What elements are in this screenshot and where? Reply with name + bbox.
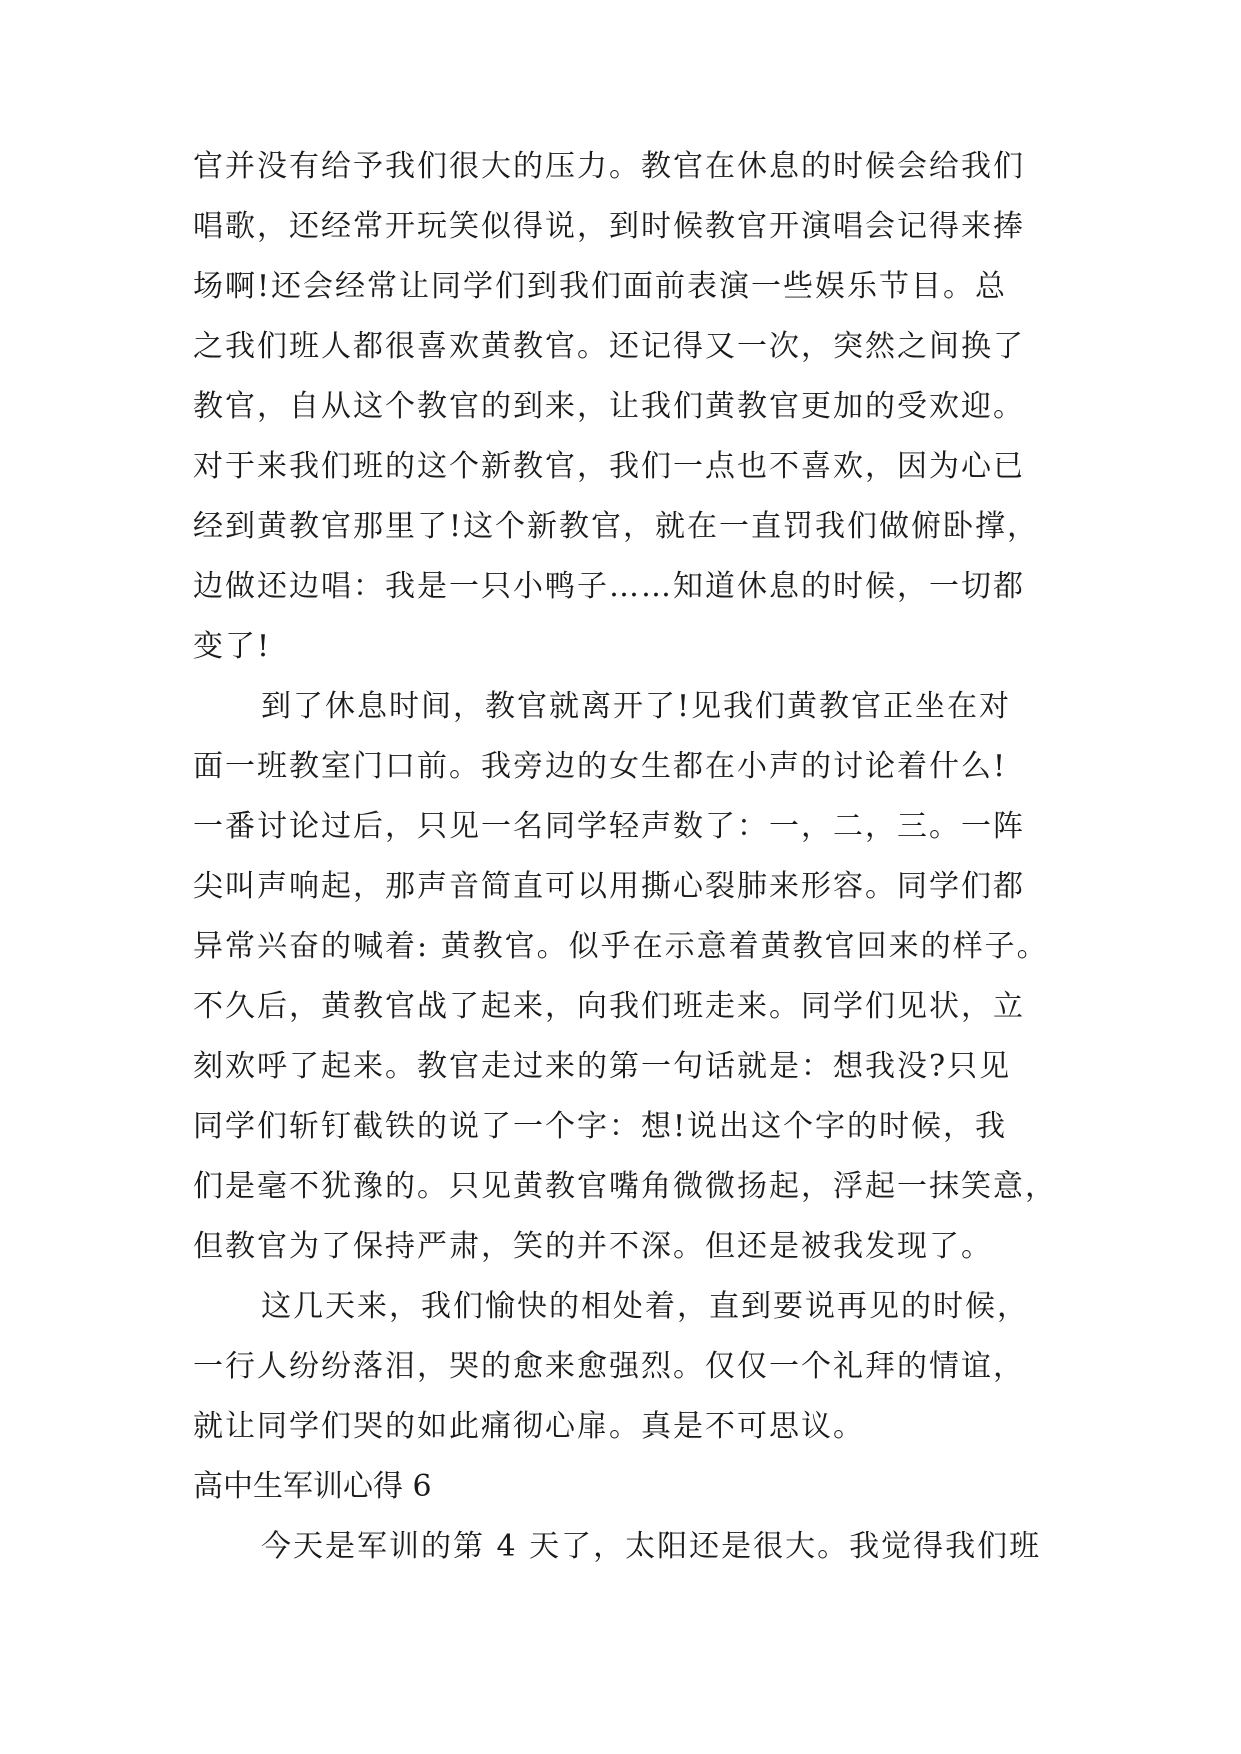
paragraph-line: 之我们班人都很喜欢黄教官。还记得又一次，突然之间换了 [193,329,1025,364]
document-body [193,137,1057,1577]
paragraph-line: 一番讨论过后，只见一名同学轻声数了：一，二，三。一阵 [193,809,1025,844]
paragraph-line: 边做还边唱：我是一只小鸭子……知道休息的时候，一切都 [193,569,1025,604]
paragraph-line: 一行人纷纷落泪，哭的愈来愈强烈。仅仅一个礼拜的情谊， [193,1349,1025,1384]
paragraph-line: 变了! [193,629,272,664]
paragraph-line: 这几天来，我们愉快的相处着，直到要说再见的时候， [261,1289,1029,1324]
paragraph-line: 异常兴奋的喊着: 黄教官。似乎在示意着黄教官回来的样子。 [193,929,1049,964]
section-heading: 高中生军训心得 6 [193,1469,432,1504]
paragraph-line: 唱歌，还经常开玩笑似得说，到时候教官开演唱会记得来捧 [193,209,1025,244]
paragraph-line: 今天是军训的第 4 天了，太阳还是很大。我觉得我们班 [261,1529,1042,1564]
paragraph-line: 就让同学们哭的如此痛彻心扉。真是不可思议。 [193,1409,865,1444]
paragraph-line: 对于来我们班的这个新教官，我们一点也不喜欢，因为心已 [193,449,1025,484]
paragraph-line: 面一班教室门口前。我旁边的女生都在小声的讨论着什么! [193,749,1008,784]
paragraph-line: 官并没有给予我们很大的压力。教官在休息的时候会给我们 [193,149,1025,184]
paragraph-line: 们是毫不犹豫的。只见黄教官嘴角微微扬起，浮起一抹笑意， [193,1169,1057,1204]
paragraph-line: 不久后，黄教官战了起来，向我们班走来。同学们见状，立 [193,989,1025,1024]
paragraph-line: 同学们斩钉截铁的说了一个字：想!说出这个字的时候，我 [193,1109,1008,1144]
paragraph-line: 场啊!还会经常让同学们到我们面前表演一些娱乐节目。总 [193,269,1008,304]
paragraph-line: 刻欢呼了起来。教官走过来的第一句话就是：想我没?只见 [193,1049,1012,1084]
paragraph-line: 尖叫声响起，那声音简直可以用撕心裂肺来形容。同学们都 [193,869,1025,904]
paragraph-line: 教官，自从这个教官的到来，让我们黄教官更加的受欢迎。 [193,389,1025,424]
paragraph-line: 到了休息时间，教官就离开了!见我们黄教官正坐在对 [261,689,1012,724]
paragraph-line: 但教官为了保持严肃，笑的并不深。但还是被我发现了。 [193,1229,993,1264]
paragraph-line: 经到黄教官那里了!这个新教官，就在一直罚我们做俯卧撑， [193,509,1040,544]
